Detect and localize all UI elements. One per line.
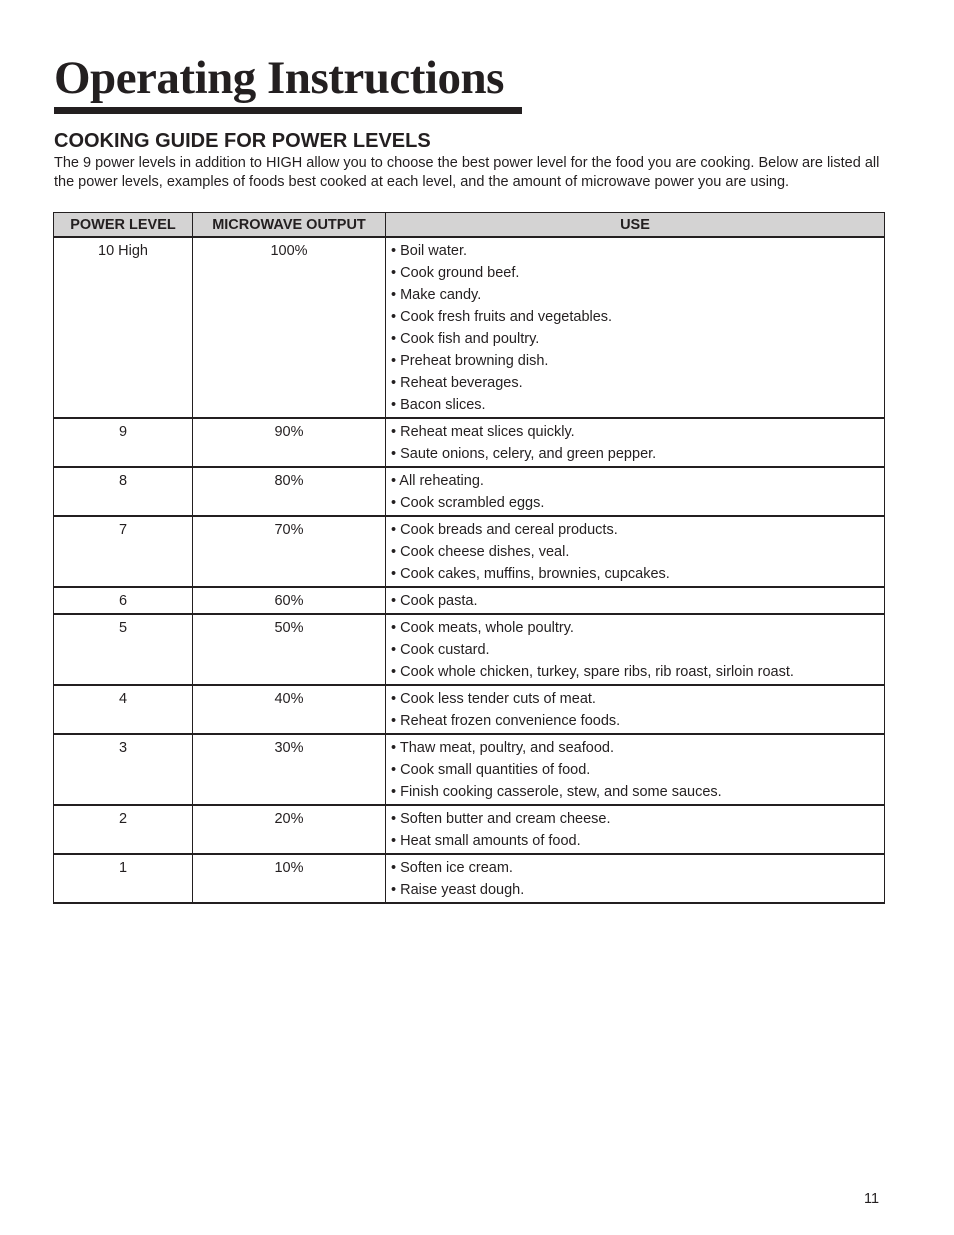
use-item: • Cook custard. xyxy=(391,642,490,658)
use-cell xyxy=(386,734,885,805)
microwave-output-value: 30% xyxy=(274,740,304,756)
use-item: • Cook meats, whole poultry. xyxy=(391,620,574,636)
use-item: • Reheat beverages. xyxy=(391,375,523,391)
power-level-cell xyxy=(54,516,193,587)
microwave-output-cell xyxy=(193,805,386,854)
use-item: • Cook fish and poultry. xyxy=(391,331,540,347)
table-row xyxy=(54,854,885,903)
use-cell xyxy=(386,467,885,516)
use-item: • Cook fresh fruits and vegetables. xyxy=(391,309,613,325)
power-level-cell xyxy=(54,587,193,614)
microwave-output-cell xyxy=(193,734,386,805)
power-level-value: 7 xyxy=(118,522,128,538)
use-cell xyxy=(386,587,885,614)
power-level-value: 2 xyxy=(118,811,128,827)
table-row xyxy=(54,685,885,734)
power-level-value: 1 xyxy=(118,860,128,876)
column-header-use: USE xyxy=(386,213,885,238)
table-header-row xyxy=(54,213,885,238)
use-item: • Reheat meat slices quickly. xyxy=(391,424,575,440)
power-level-value: 9 xyxy=(118,424,128,440)
use-item: • Cook cheese dishes, veal. xyxy=(391,544,570,560)
use-item: • Cook breads and cereal products. xyxy=(391,522,618,538)
use-item: • Finish cooking casserole, stew, and some sauces. xyxy=(391,784,722,800)
use-item: • Cook pasta. xyxy=(391,593,478,609)
use-item: • Raise yeast dough. xyxy=(391,882,525,898)
table-row xyxy=(54,237,885,418)
use-item: • Soften ice cream. xyxy=(391,860,513,876)
page-title: Operating Instructions xyxy=(54,52,504,104)
use-item: • Cook whole chicken, turkey, spare ribs, rib roast, sirloin roast. xyxy=(391,664,794,680)
microwave-output-value: 80% xyxy=(274,473,304,489)
microwave-output-cell xyxy=(193,614,386,685)
table-body xyxy=(54,237,885,903)
microwave-output-value: 70% xyxy=(274,522,304,538)
microwave-output-value: 10% xyxy=(274,860,304,876)
use-cell xyxy=(386,516,885,587)
microwave-output-cell xyxy=(193,685,386,734)
use-cell xyxy=(386,854,885,903)
table-row xyxy=(54,734,885,805)
use-item: • Heat small amounts of food. xyxy=(391,833,581,849)
power-level-cell xyxy=(54,467,193,516)
table-row xyxy=(54,418,885,467)
power-level-table xyxy=(53,212,885,904)
microwave-output-cell xyxy=(193,237,386,418)
use-item: • Boil water. xyxy=(391,243,467,259)
use-item: • Cook cakes, muffins, brownies, cupcakes. xyxy=(391,566,670,582)
use-cell xyxy=(386,237,885,418)
intro-paragraph: The 9 power levels in addition to HIGH allow you to choose the best power level for the food you are cooking. Below are listed all the power levels, examples of foods best cooked at each level, and the amount of microwave power you are using. xyxy=(54,155,880,190)
microwave-output-cell xyxy=(193,587,386,614)
use-item: • Preheat browning dish. xyxy=(391,353,549,369)
use-item: • Make candy. xyxy=(391,287,482,303)
power-level-cell xyxy=(54,418,193,467)
microwave-output-value: 100% xyxy=(270,243,308,259)
use-item: • Cook less tender cuts of meat. xyxy=(391,691,596,707)
use-item: • Cook ground beef. xyxy=(391,265,520,281)
power-level-cell xyxy=(54,685,193,734)
use-item: • Thaw meat, poultry, and seafood. xyxy=(391,740,614,756)
microwave-output-value: 90% xyxy=(274,424,304,440)
use-item: • All reheating. xyxy=(391,473,484,489)
microwave-output-value: 50% xyxy=(274,620,304,636)
title-underline-rule xyxy=(54,107,522,114)
page-number: 11 xyxy=(864,1191,880,1207)
power-level-value: 4 xyxy=(118,691,128,707)
power-level-value: 5 xyxy=(118,620,128,636)
microwave-output-cell xyxy=(193,516,386,587)
column-header-power-level: POWER LEVEL xyxy=(54,213,193,238)
microwave-output-cell xyxy=(193,467,386,516)
power-level-value: 8 xyxy=(118,473,128,489)
use-cell xyxy=(386,614,885,685)
table-row xyxy=(54,587,885,614)
microwave-output-value: 40% xyxy=(274,691,304,707)
microwave-output-value: 60% xyxy=(274,593,304,609)
power-level-cell xyxy=(54,805,193,854)
use-cell xyxy=(386,805,885,854)
power-level-value: 10 High xyxy=(98,243,148,259)
table-row xyxy=(54,614,885,685)
use-cell xyxy=(386,418,885,467)
power-level-cell xyxy=(54,734,193,805)
use-cell xyxy=(386,685,885,734)
power-level-value: 6 xyxy=(118,593,128,609)
power-level-cell xyxy=(54,854,193,903)
microwave-output-cell xyxy=(193,854,386,903)
table-row xyxy=(54,467,885,516)
use-item: • Reheat frozen convenience foods. xyxy=(391,713,621,729)
table-row xyxy=(54,516,885,587)
power-level-cell xyxy=(54,237,193,418)
power-level-value: 3 xyxy=(118,740,128,756)
microwave-output-cell xyxy=(193,418,386,467)
use-item: • Soften butter and cream cheese. xyxy=(391,811,611,827)
column-header-microwave-output: MICROWAVE OUTPUT xyxy=(193,213,386,238)
use-item: • Bacon slices. xyxy=(391,397,486,413)
use-item: • Cook small quantities of food. xyxy=(391,762,591,778)
section-heading: COOKING GUIDE FOR POWER LEVELS xyxy=(54,130,431,152)
microwave-output-value: 20% xyxy=(274,811,304,827)
use-item: • Saute onions, celery, and green pepper. xyxy=(391,446,657,462)
use-item: • Cook scrambled eggs. xyxy=(391,495,545,511)
power-level-cell xyxy=(54,614,193,685)
table-row xyxy=(54,805,885,854)
